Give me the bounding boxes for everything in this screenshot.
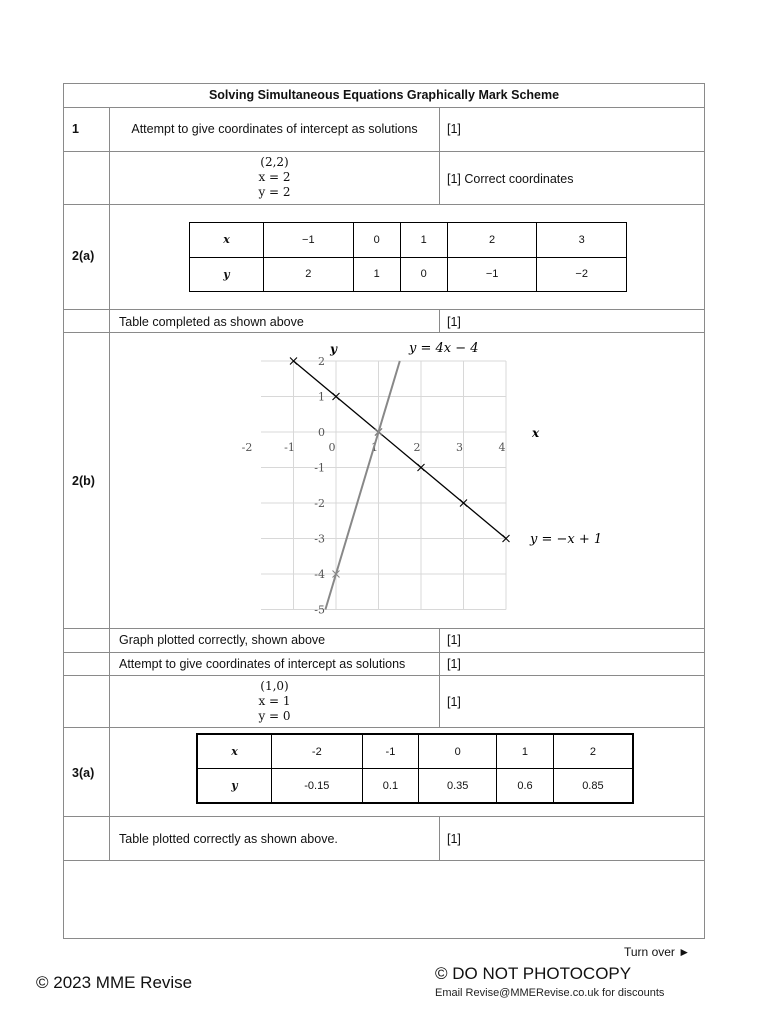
row-divider — [63, 151, 705, 152]
q2a-note: Table completed as shown above — [119, 315, 304, 329]
question-label-2b: 2(b) — [72, 474, 95, 488]
row-divider — [63, 727, 705, 728]
q2a-mark: [1] — [447, 315, 461, 329]
x-axis-label: x — [532, 426, 540, 440]
x-tick-label: -1 — [284, 441, 295, 454]
table-cell: 0.85 — [553, 769, 633, 804]
x-tick-label: 1 — [371, 441, 378, 454]
table-cell: 0 — [353, 223, 400, 258]
table-cell: −2 — [537, 257, 627, 292]
table-cell: 0.1 — [362, 769, 419, 804]
no-photocopy-notice: © DO NOT PHOTOCOPY — [435, 964, 632, 983]
row-divider — [63, 628, 705, 629]
q2b-intercept-mark: [1] — [447, 657, 461, 671]
q1-answer — [110, 155, 439, 200]
q1-answer-y: y = 2 — [258, 185, 291, 199]
row-divider — [63, 652, 705, 653]
table-x-header: x — [197, 734, 272, 769]
x-tick-label: -2 — [241, 441, 253, 454]
y-tick-label: -5 — [314, 603, 325, 617]
table-cell: 1 — [497, 734, 554, 769]
y-tick-label: 1 — [318, 390, 325, 404]
table-cell: 0.35 — [419, 769, 497, 804]
row-divider — [63, 107, 705, 108]
y-tick-label: -2 — [314, 497, 325, 510]
q2b-answer-point: (1,0) — [260, 679, 289, 693]
table-x-header: x — [190, 223, 264, 258]
table-cell: -0.15 — [272, 769, 363, 804]
col-divider — [439, 816, 440, 860]
page-title: Solving Simultaneous Equations Graphically Mark Scheme — [208, 88, 560, 102]
x-tick-label: 0 — [328, 441, 336, 454]
table-cell: 0 — [400, 257, 447, 292]
col-divider — [439, 151, 440, 204]
table-y-header: y — [190, 257, 264, 292]
q2b-graph-mark: [1] — [447, 633, 461, 647]
col-divider — [439, 309, 440, 332]
series-label: y = 4x − 4 — [409, 341, 479, 356]
q1-mark: [1] — [447, 122, 461, 136]
x-tick-label: 4 — [498, 441, 506, 454]
y-tick-label: 0 — [318, 426, 325, 439]
q3a-note: Table plotted correctly as shown above. — [119, 832, 338, 846]
row-divider — [63, 309, 705, 310]
q3a-mark: [1] — [447, 832, 461, 846]
table-cell: 1 — [400, 223, 447, 258]
q2b-answer-x: x = 1 — [258, 694, 291, 708]
q1-answer-mark: [1] Correct coordinates — [447, 172, 574, 186]
q2b-answer-mark: [1] — [447, 695, 461, 709]
line-graph — [110, 333, 704, 628]
x-tick-label: 3 — [456, 441, 463, 454]
question-label-3a: 3(a) — [72, 766, 95, 780]
series-line — [325, 361, 399, 610]
turn-over-link[interactable]: Turn over ► — [624, 945, 691, 959]
q1-answer-point: (2,2) — [260, 155, 289, 169]
y-tick-label: -4 — [314, 568, 325, 581]
table-cell: −1 — [264, 223, 354, 258]
table-cell: −1 — [447, 257, 537, 292]
x-tick-label: 2 — [413, 441, 421, 454]
row-divider — [63, 675, 705, 676]
question-label-2a: 2(a) — [72, 249, 95, 263]
q2b-intercept-criterion: Attempt to give coordinates of intercept as solutions — [119, 657, 406, 671]
y-tick-label: 2 — [318, 355, 325, 368]
table-cell: 2 — [553, 734, 633, 769]
row-divider — [63, 860, 705, 861]
series-line — [294, 361, 507, 539]
table-cell: 2 — [447, 223, 537, 258]
table-cell: 3 — [537, 223, 627, 258]
q2b-answer — [110, 679, 439, 724]
table-y-header: y — [197, 769, 272, 804]
series-label: y = −x + 1 — [530, 532, 603, 547]
q2b-answer-y: y = 0 — [258, 709, 291, 723]
q2a-value-table — [189, 222, 627, 292]
table-cell: 0.6 — [497, 769, 554, 804]
copyright-text: © 2023 MME Revise — [36, 973, 193, 992]
row-divider — [63, 816, 705, 817]
q3a-value-table — [196, 733, 634, 804]
table-cell: -1 — [362, 734, 419, 769]
table-cell: 0 — [419, 734, 497, 769]
table-cell: 2 — [264, 257, 354, 292]
col-divider — [439, 107, 440, 152]
q1-criterion: Attempt to give coordinates of intercept as solutions — [131, 122, 418, 136]
y-tick-label: -3 — [314, 532, 325, 546]
question-label-1: 1 — [72, 122, 79, 136]
q1-answer-x: x = 2 — [258, 170, 291, 184]
table-cell: -2 — [272, 734, 363, 769]
col-divider — [439, 628, 440, 727]
table-cell: 1 — [353, 257, 400, 292]
y-tick-label: -1 — [314, 461, 325, 475]
row-divider — [63, 204, 705, 205]
q2b-graph-note: Graph plotted correctly, shown above — [119, 633, 326, 647]
discount-email: Email Revise@MMERevise.co.uk for discounts — [435, 987, 665, 999]
y-axis-label: y — [330, 342, 337, 356]
